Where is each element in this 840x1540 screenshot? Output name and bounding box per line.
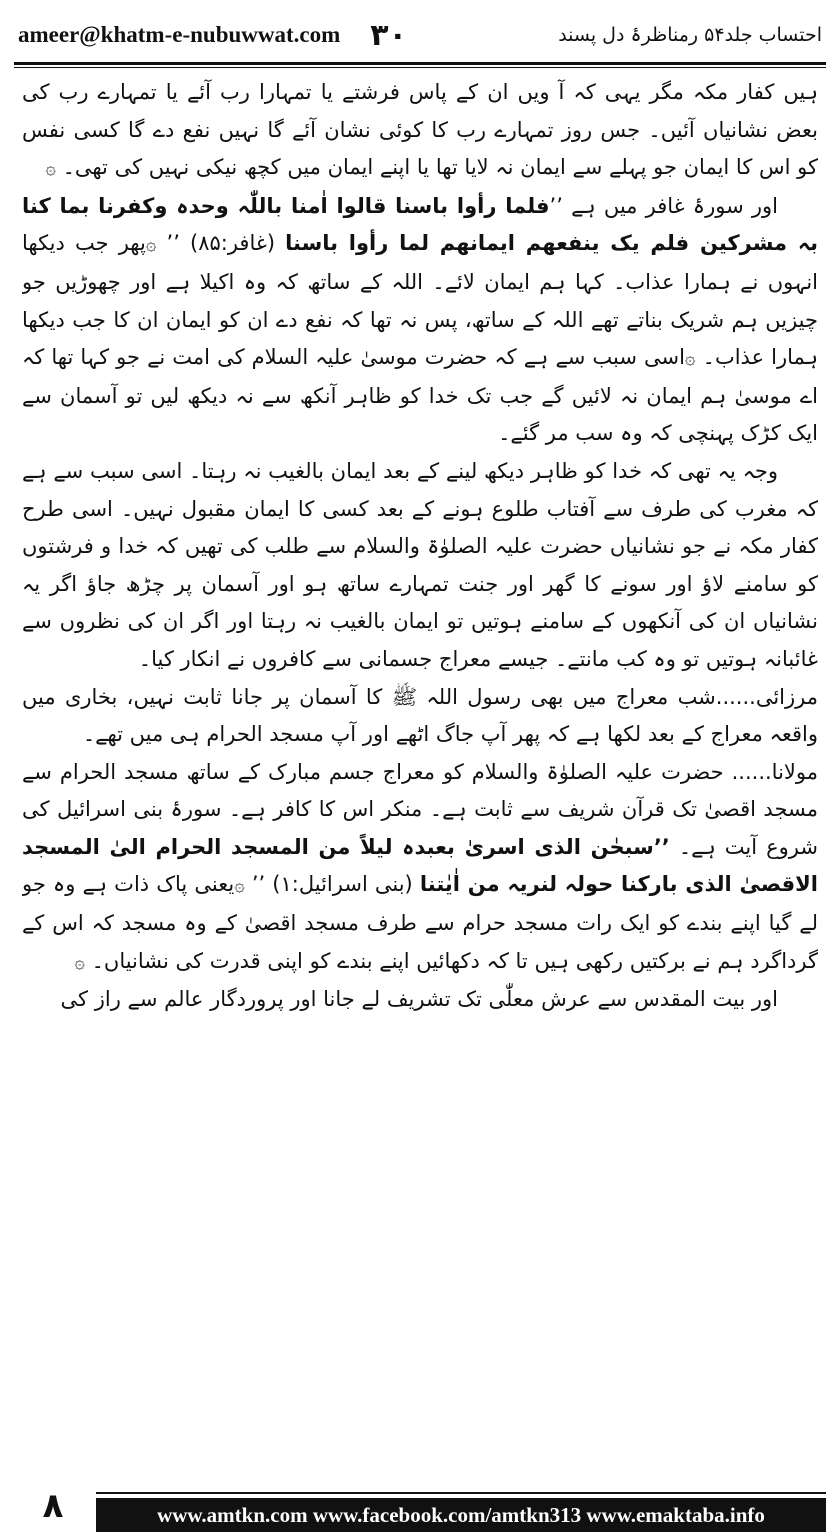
paragraph-maulana: مولانا...... حضرت علیہ الصلوٰۃ والسلام کو معراج جسم مبارک کے ساتھ مسجد الحرام سے مسجد اقصیٰ تک قرآن شریف سے ثابت ہے۔ منکر اس کا کافر ہے۔ سورۂ بنی اسرائیل کی شروع آیت ہے۔ ’’سبحٰن الذی اسریٰ بعبدہ لیلاً من المسجد الحرام الیٰ المسجد الاقصیٰ الذی بارکنا حولہ لنریہ من اٰیٰتنا (بنی اسرائیل:۱) ’’ ۞یعنی پاک ذات ہے وہ جو لے گیا اپنے بندے کو ایک رات مسجد حرام سے طرف مسجد اقصیٰ کے وہ مسجد کہ اس کے گرداگرد ہم نے برکتیں رکھی ہیں تا کہ دکھائیں اپنے بندے کو اپنی قدرت کی نشانیاں۔ ۞	[22, 759, 818, 973]
paragraph-3: وجہ یہ تھی کہ خدا کو ظاہر دیکھ لینے کے بعد ایمان بالغیب نہ رہتا۔ اسی سبب سے ہے کہ مغرب کی طرف سے آفتاب طلوع ہونے کے بعد کسی کا ایمان مقبول نہیں۔ اسی طرح کفار مکہ نے جو نشانیاں حضرت علیہ الصلوٰۃ والسلام سے طلب کی تھیں کہ خدا و فرشتوں کو سامنے لاؤ اور سونے کا گھر اور جنت تمہارے ساتھ ہو اور آسمان پر چڑھ جاؤ اگر یہ نشانیاں ان کی آنکھوں کے سامنے ہوتیں تو ایمان بالغیب نہ رہتا اور اگر ان کی نظروں سے غائبانہ ہوتیں تو وہ کب مانتے۔ جیسے معراج جسمانی سے کافروں نے انکار کیا۔	[22, 458, 818, 671]
speaker-label: مرزائی......	[715, 684, 818, 709]
verse-start-marker-icon: ۞	[145, 234, 157, 256]
header-email: ameer@khatm-e-nubuwwat.com	[18, 22, 341, 47]
speaker-label: مولانا......	[731, 759, 818, 784]
header-left	[18, 18, 407, 53]
arabic-verse-ghafir: فلما رأوا باسنا قالوا اٰمنا باللّٰہ وحدہ وکفرنا بما کنا بہ مشرکین فلم یک ینفعھم ایمانھم لما رأوا باسنا	[22, 193, 818, 256]
verse-end-marker-icon: ۞	[685, 348, 696, 370]
paragraph-mirzai: مرزائی......شب معراج میں بھی رسول اللہ ﷺ کا آسمان پر جانا ثابت نہیں، بخاری میں واقعہ معراج کے بعد لکھا ہے کہ پھر آپ جاگ اٹھے اور آپ مسجد الحرام ہی میں تھے۔	[22, 684, 818, 747]
footer-page-index: ۸	[14, 1480, 92, 1532]
arabic-verse-isra: ’’سبحٰن الذی اسریٰ بعبدہ لیلاً من المسجد الحرام الیٰ المسجد الاقصیٰ الذی بارکنا حولہ لنریہ من اٰیٰتنا	[22, 834, 818, 897]
verse-end-marker-icon: ۞	[74, 951, 85, 973]
verse-end-marker-icon: ۞	[45, 158, 56, 180]
page-header	[18, 12, 822, 58]
paragraph-1: ہیں کفار مکہ مگر یہی کہ آ ویں ان کے پاس فرشتے یا تمہارا رب آئے یا تمہارے رب کی بعض نشانیاں آئیں۔ جس روز تمہارے رب کا کوئی نشان آئے گا نہیں نفع دے گا کسی نفس کو اس کا ایمان جو پہلے سے ایمان نہ لایا تھا یا اپنے ایمان میں کچھ نیکی نہیں کی تھی۔ ۞	[22, 80, 818, 180]
page-footer	[0, 1482, 840, 1540]
header-book-title: احتساب جلد۵۴ رمناظرۂ دل پسند	[558, 24, 822, 46]
footer-rule	[96, 1492, 826, 1494]
verse-reference: (غافر:۸۵)	[190, 231, 276, 256]
page-body	[22, 74, 818, 1472]
header-rule-thin	[14, 67, 826, 68]
footer-links: www.amtkn.com www.facebook.com/amtkn313 www.emaktaba.info	[96, 1498, 826, 1532]
verse-start-marker-icon: ۞	[234, 875, 245, 897]
paragraph-6: اور بیت المقدس سے عرش معلّٰی تک تشریف لے جانا اور پروردگار عالم سے راز کی	[60, 987, 778, 1012]
header-page-number: ۳۰	[370, 17, 407, 53]
verse-reference: (بنی اسرائیل:۱)	[272, 872, 413, 897]
header-rule	[14, 62, 826, 65]
paragraph-2: اور سورۂ غافر میں ہے ’’فلما رأوا باسنا قالوا اٰمنا باللّٰہ وحدہ وکفرنا بما کنا بہ مشرکین فلم یک ینفعھم ایمانھم لما رأوا باسنا (غافر:۸۵) ’’ ۞پھر جب دیکھا انہوں نے ہمارا عذاب۔ کہا ہم ایمان لائے۔ اللہ کے ساتھ کہ وہ اکیلا ہے اور چھوڑیں جو چیزیں ہم شریک بناتے تھے اللہ کے ساتھ، پس نہ تھا کہ نفع دے ان کو ایمان ان کا جب دیکھا ہمارا عذاب۔ ۞اسی سبب سے ہے کہ حضرت موسیٰ علیہ السلام کی امت نے جو کہا تھا کہ اے موسیٰ ہم ایمان نہ لائیں گے جب تک خدا کو ظاہر آنکھ سے نہ دیکھ لیں تو آسمان سے ایک کڑک پہنچی کہ وہ سب مر گئے۔	[22, 193, 818, 446]
